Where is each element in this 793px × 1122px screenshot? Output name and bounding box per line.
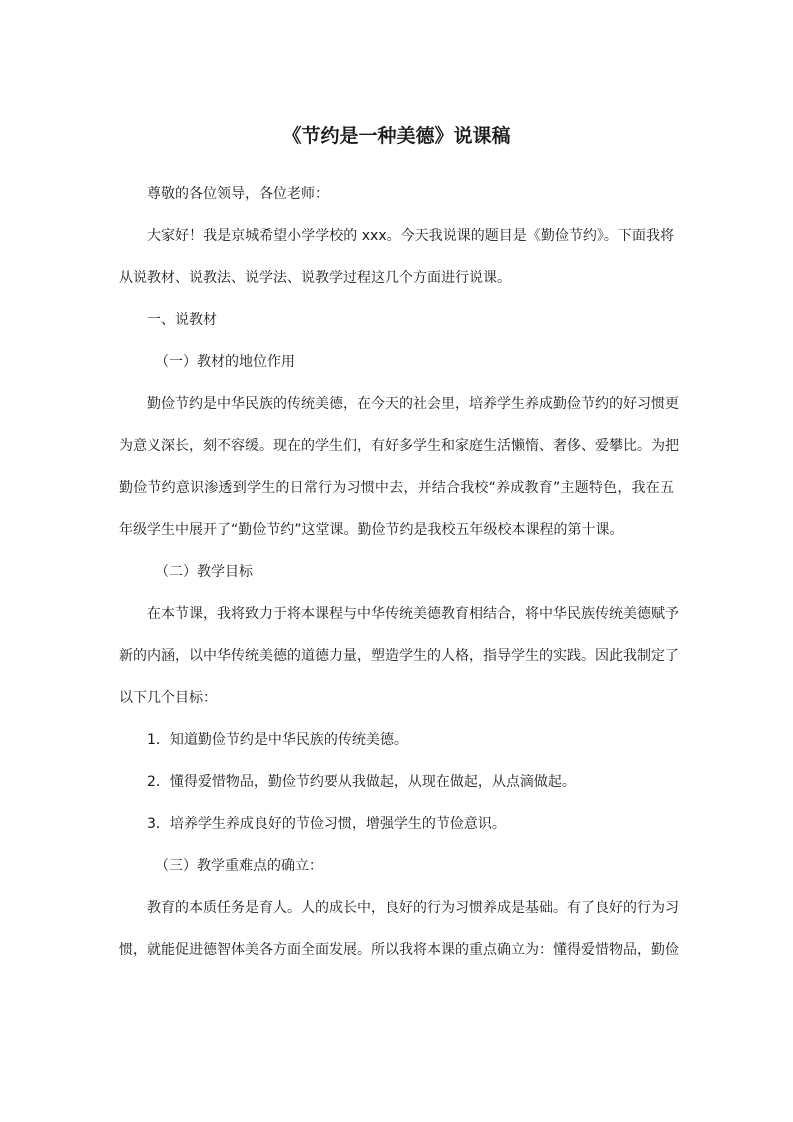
paragraph-line: 年级学生中展开了“勤俭节约”这堂课。勤俭节约是我校五年级校本课程的第十课。	[119, 522, 624, 538]
document-title: 《节约是一种美德》说课稿	[282, 125, 511, 147]
section-heading-teaching-material: 一、说教材	[147, 312, 217, 328]
paragraph-line: 新的内涵，以中华传统美德的道德力量，塑造学生的人格，指导学生的实践。因此我制定了	[119, 648, 679, 664]
intro-line-1: 大家好！我是京城希望小学学校的 xxx。今天我说课的题目是《勤俭节约》。下面我将	[147, 228, 674, 244]
paragraph-line: 勤俭节约是中华民族的传统美德，在今天的社会里，培养学生养成勤俭节约的好习惯更	[147, 396, 679, 412]
paragraph-line: 以下几个目标：	[119, 690, 217, 706]
paragraph-line: 勤俭节约意识渗透到学生的日常行为习惯中去，并结合我校“养成教育”主题特色，我在五	[119, 480, 674, 496]
subsection-heading-position: （一）教材的地位作用	[155, 354, 295, 370]
paragraph-line: 为意义深长，刻不容缓。现在的学生们，有好多学生和家庭生活懒惰、奢侈、爱攀比。为把	[119, 438, 679, 454]
paragraph-line: 教育的本质任务是育人。人的成长中，良好的行为习惯养成是基础。有了良好的行为习	[147, 900, 679, 916]
paragraph-line: 惯，就能促进德智体美各方面全面发展。所以我将本课的重点确立为：懂得爱惜物品，勤俭	[119, 942, 679, 958]
goal-item: 1．知道勤俭节约是中华民族的传统美德。	[147, 732, 408, 748]
goal-item: 3．培养学生养成良好的节俭习惯，增强学生的节俭意识。	[147, 816, 506, 832]
intro-line-2: 从说教材、说教法、说学法、说教学过程这几个方面进行说课。	[119, 270, 511, 286]
subsection-heading-goals: （二）教学目标	[155, 564, 253, 580]
paragraph-line: 在本节课，我将致力于将本课程与中华传统美德教育相结合，将中华民族传统美德赋予	[147, 606, 679, 622]
subsection-heading-key-points: （三）教学重难点的确立：	[155, 858, 323, 874]
goal-item: 2．懂得爱惜物品，勤俭节约要从我做起，从现在做起，从点滴做起。	[147, 774, 576, 790]
greeting: 尊敬的各位领导，各位老师：	[147, 186, 329, 202]
